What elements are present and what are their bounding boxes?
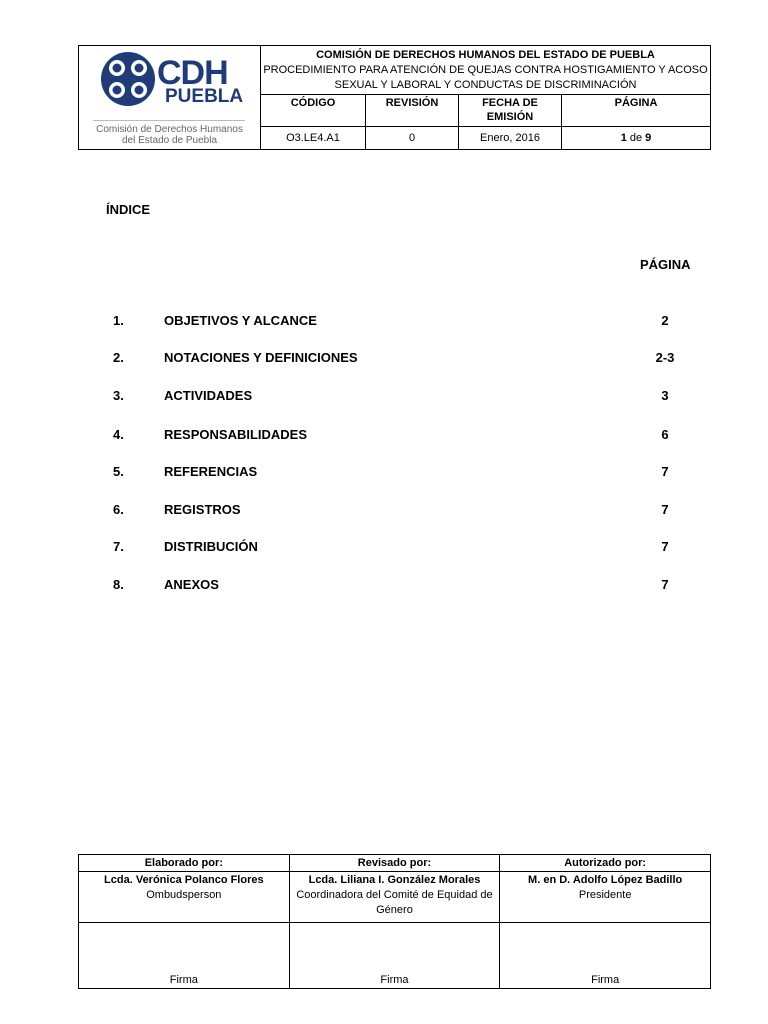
toc-item[interactable] bbox=[0, 427, 768, 445]
toc-page: 7 bbox=[661, 539, 669, 554]
codigo-header: CÓDIGO bbox=[261, 95, 366, 127]
toc-item[interactable] bbox=[0, 502, 768, 520]
logo-divider bbox=[93, 120, 245, 121]
signature-field: Firma bbox=[500, 923, 711, 989]
toc-item[interactable] bbox=[0, 539, 768, 557]
institution-title: COMISIÓN DE DERECHOS HUMANOS DEL ESTADO DE PUEBLA bbox=[316, 48, 655, 61]
cdh-logo bbox=[79, 46, 260, 149]
revisado-label: Revisado por: bbox=[289, 855, 500, 872]
logo-subtitle-line2: del Estado de Puebla bbox=[121, 135, 218, 146]
toc-title: ANEXOS bbox=[164, 577, 219, 592]
toc-title: RESPONSABILIDADES bbox=[164, 427, 308, 442]
logo-subtitle-line1: Comisión de Derechos Humanos bbox=[96, 124, 243, 135]
autorizado-label: Autorizado por: bbox=[500, 855, 711, 872]
toc-title: REFERENCIAS bbox=[164, 464, 258, 479]
fecha-header: FECHA DE EMISIÓN bbox=[459, 95, 562, 127]
toc-number: 1. bbox=[113, 313, 124, 328]
toc-number: 4. bbox=[113, 427, 124, 442]
page-of: de bbox=[626, 132, 646, 144]
toc-page: 7 bbox=[661, 577, 669, 592]
toc-page: 3 bbox=[661, 388, 669, 403]
signer-role: Coordinadora del Comité de Equidad de Género bbox=[296, 889, 493, 916]
procedure-title: PROCEDIMIENTO PARA ATENCIÓN DE QUEJAS CONTRA HOSTIGAMIENTO Y ACOSO SEXUAL Y LABORAL Y CONDUCTAS DE DISCRIMINACIÓN bbox=[263, 63, 708, 91]
toc-title: NOTACIONES Y DEFINICIONES bbox=[164, 350, 358, 365]
signer-name: M. en D. Adolfo López Badillo bbox=[528, 874, 683, 886]
logo-puebla-text: PUEBLA bbox=[165, 86, 244, 107]
toc-page: 2-3 bbox=[655, 350, 675, 365]
autorizado-person bbox=[500, 872, 711, 923]
toc-page: 2 bbox=[661, 313, 669, 328]
logo-subtitle bbox=[79, 124, 260, 146]
toc-number: 2. bbox=[113, 350, 124, 365]
toc-number: 7. bbox=[113, 539, 124, 554]
logo-cell bbox=[79, 46, 261, 150]
signature-field: Firma bbox=[79, 923, 290, 989]
document-header bbox=[78, 45, 711, 150]
toc-number: 5. bbox=[113, 464, 124, 479]
index-heading: ÍNDICE bbox=[106, 202, 151, 217]
toc-item[interactable] bbox=[0, 388, 768, 406]
revisado-person bbox=[289, 872, 500, 923]
toc-item[interactable] bbox=[0, 313, 768, 331]
toc-item[interactable] bbox=[0, 577, 768, 595]
toc-number: 8. bbox=[113, 577, 124, 592]
revision-header: REVISIÓN bbox=[366, 95, 459, 127]
toc-page: 7 bbox=[661, 502, 669, 517]
pagina-header: PÁGINA bbox=[562, 95, 711, 127]
signer-role: Presidente bbox=[578, 889, 632, 901]
signature-table bbox=[78, 854, 711, 989]
fecha-value: Enero, 2016 bbox=[459, 127, 562, 150]
toc-title: ACTIVIDADES bbox=[164, 388, 253, 403]
toc-item[interactable] bbox=[0, 350, 768, 368]
page-number: 1 bbox=[620, 132, 627, 144]
toc-title: OBJETIVOS Y ALCANCE bbox=[164, 313, 317, 328]
toc-number: 3. bbox=[113, 388, 124, 403]
toc-item[interactable] bbox=[0, 464, 768, 482]
elaborado-label: Elaborado por: bbox=[79, 855, 290, 872]
document-title bbox=[261, 46, 711, 95]
logo-cdh-text: CDH bbox=[157, 54, 228, 92]
revision-value: 0 bbox=[366, 127, 459, 150]
pagina-value bbox=[562, 127, 711, 150]
toc-page: 7 bbox=[661, 464, 669, 479]
cdh-emblem-icon bbox=[101, 52, 155, 106]
toc-title: DISTRIBUCIÓN bbox=[164, 539, 258, 554]
signer-role: Ombudsperson bbox=[146, 889, 222, 901]
toc-number: 6. bbox=[113, 502, 124, 517]
elaborado-person bbox=[79, 872, 290, 923]
signer-name: Lcda. Liliana I. González Morales bbox=[308, 874, 481, 886]
index-page-heading: PÁGINA bbox=[640, 257, 691, 272]
toc-title: REGISTROS bbox=[164, 502, 241, 517]
signature-field: Firma bbox=[289, 923, 500, 989]
codigo-value: O3.LE4.A1 bbox=[261, 127, 366, 150]
signer-name: Lcda. Verónica Polanco Flores bbox=[104, 874, 264, 886]
page-total: 9 bbox=[645, 132, 652, 144]
toc-page: 6 bbox=[661, 427, 669, 442]
